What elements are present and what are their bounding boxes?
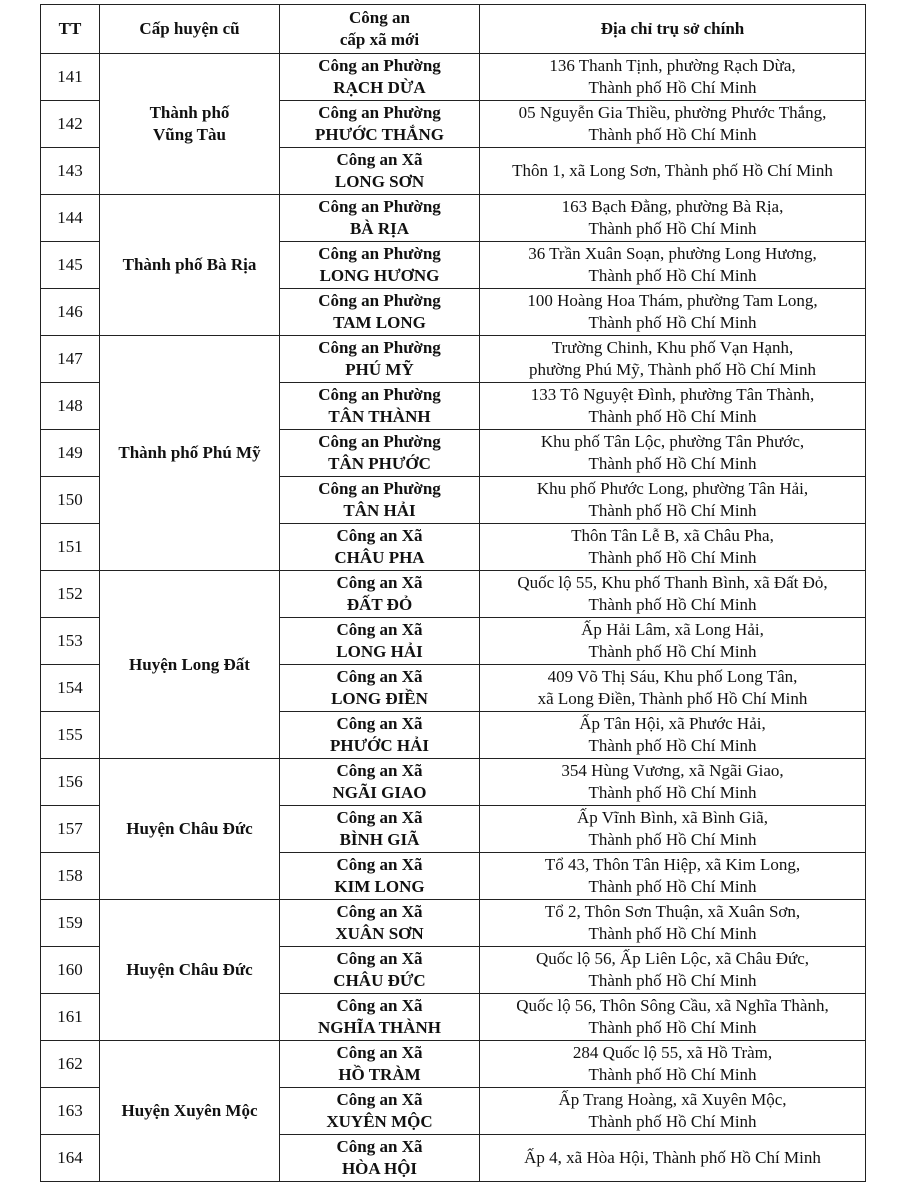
old-district-line1: Thành phố — [149, 103, 230, 122]
old-district-cell — [100, 759, 280, 900]
address-line1: Ấp 4, xã Hòa Hội, Thành phố Hồ Chí Minh — [524, 1148, 821, 1167]
unit-type: Công an Phường — [318, 338, 441, 357]
new-unit-cell — [280, 853, 480, 900]
row-number: 157 — [41, 806, 100, 853]
unit-name: TÂN HẢI — [343, 501, 416, 520]
old-district-line1: Thành phố Phú Mỹ — [118, 443, 261, 462]
police-unit-table — [40, 4, 866, 1182]
old-district-cell — [100, 195, 280, 336]
address-cell — [480, 430, 866, 477]
address-line2: Thành phố Hồ Chí Minh — [588, 313, 757, 332]
address-cell — [480, 54, 866, 101]
address-line2: Thành phố Hồ Chí Minh — [588, 1112, 757, 1131]
address-line1: Tổ 43, Thôn Tân Hiệp, xã Kim Long, — [544, 855, 801, 874]
address-line1: 409 Võ Thị Sáu, Khu phố Long Tân, — [547, 667, 798, 686]
address-line1: Quốc lộ 56, Ấp Liên Lộc, xã Châu Đức, — [535, 949, 810, 968]
address-line1: 136 Thanh Tịnh, phường Rạch Dừa, — [549, 56, 796, 75]
address-cell — [480, 618, 866, 665]
new-unit-cell — [280, 947, 480, 994]
row-number: 160 — [41, 947, 100, 994]
address-cell — [480, 242, 866, 289]
address-line2: Thành phố Hồ Chí Minh — [588, 877, 757, 896]
address-line1: Thôn Tân Lễ B, xã Châu Pha, — [571, 526, 774, 545]
address-line1: 36 Trần Xuân Soạn, phường Long Hương, — [528, 244, 817, 263]
old-district-cell — [100, 1041, 280, 1182]
old-district-line1: Huyện Xuyên Mộc — [121, 1101, 258, 1120]
row-number: 154 — [41, 665, 100, 712]
unit-name: PHƯỚC THẮNG — [315, 125, 444, 144]
address-cell — [480, 524, 866, 571]
new-unit-cell — [280, 759, 480, 806]
new-unit-cell — [280, 195, 480, 242]
row-number: 162 — [41, 1041, 100, 1088]
new-unit-cell — [280, 477, 480, 524]
address-line2: Thành phố Hồ Chí Minh — [588, 454, 757, 473]
table-row — [41, 571, 866, 618]
table-header-row — [41, 5, 866, 54]
address-cell — [480, 571, 866, 618]
address-line2: Thành phố Hồ Chí Minh — [588, 407, 757, 426]
row-number: 147 — [41, 336, 100, 383]
row-number: 142 — [41, 101, 100, 148]
table-row — [41, 336, 866, 383]
header-unit-line2: cấp xã mới — [339, 30, 420, 49]
row-number: 161 — [41, 994, 100, 1041]
unit-type: Công an Xã — [336, 761, 423, 780]
address-line2: Thành phố Hồ Chí Minh — [588, 1018, 757, 1037]
unit-name: LONG ĐIỀN — [331, 689, 428, 708]
address-line1: Ấp Trang Hoàng, xã Xuyên Mộc, — [558, 1090, 787, 1109]
address-line1: 163 Bạch Đằng, phường Bà Rịa, — [561, 197, 784, 216]
unit-name: CHÂU PHA — [334, 548, 425, 567]
unit-name: TÂN THÀNH — [328, 407, 431, 426]
unit-type: Công an Phường — [318, 56, 441, 75]
header-tt: TT — [41, 5, 100, 54]
address-line1: Quốc lộ 56, Thôn Sông Cầu, xã Nghĩa Thành, — [516, 996, 829, 1015]
new-unit-cell — [280, 430, 480, 477]
new-unit-cell — [280, 54, 480, 101]
unit-name: LONG HẢI — [336, 642, 423, 661]
old-district-line1: Huyện Long Đất — [129, 654, 250, 674]
unit-name: KIM LONG — [334, 877, 425, 896]
address-line2: Thành phố Hồ Chí Minh — [588, 219, 757, 238]
row-number: 149 — [41, 430, 100, 477]
address-line2: Thành phố Hồ Chí Minh — [588, 830, 757, 849]
address-cell — [480, 665, 866, 712]
unit-type: Công an Xã — [336, 996, 423, 1015]
address-line2: Thành phố Hồ Chí Minh — [588, 736, 757, 755]
new-unit-cell — [280, 1088, 480, 1135]
unit-type: Công an Xã — [336, 855, 423, 874]
address-line1: 133 Tô Nguyệt Đình, phường Tân Thành, — [530, 385, 815, 404]
unit-type: Công an Phường — [318, 103, 441, 122]
unit-type: Công an Xã — [336, 1090, 423, 1109]
row-number: 145 — [41, 242, 100, 289]
row-number: 155 — [41, 712, 100, 759]
row-number: 148 — [41, 383, 100, 430]
address-cell — [480, 101, 866, 148]
new-unit-cell — [280, 665, 480, 712]
address-line2: Thành phố Hồ Chí Minh — [588, 783, 757, 802]
unit-type: Công an Phường — [318, 291, 441, 310]
address-cell — [480, 900, 866, 947]
address-cell — [480, 712, 866, 759]
unit-name: BÌNH GIÃ — [339, 830, 420, 849]
table-row — [41, 759, 866, 806]
unit-type: Công an Xã — [336, 808, 423, 827]
header-unit-line1: Công an — [349, 8, 410, 27]
address-line1: Ấp Tân Hội, xã Phước Hải, — [579, 714, 766, 733]
address-cell — [480, 1135, 866, 1182]
address-line2: Thành phố Hồ Chí Minh — [588, 266, 757, 285]
address-cell — [480, 1041, 866, 1088]
header-unit — [280, 5, 480, 54]
unit-name: TÂN PHƯỚC — [328, 454, 431, 473]
address-cell — [480, 1088, 866, 1135]
unit-type: Công an Phường — [318, 432, 441, 451]
address-cell — [480, 383, 866, 430]
unit-type: Công an Xã — [336, 150, 423, 169]
unit-name: TAM LONG — [333, 313, 426, 332]
unit-type: Công an Xã — [336, 949, 423, 968]
new-unit-cell — [280, 383, 480, 430]
old-district-line1: Huyện Châu Đức — [126, 819, 253, 838]
row-number: 151 — [41, 524, 100, 571]
unit-type: Công an Phường — [318, 479, 441, 498]
address-line2: Thành phố Hồ Chí Minh — [588, 595, 757, 614]
address-cell — [480, 477, 866, 524]
table-row — [41, 54, 866, 101]
unit-name: HỒ TRÀM — [338, 1065, 421, 1084]
address-line1: Thôn 1, xã Long Sơn, Thành phố Hồ Chí Minh — [512, 161, 833, 180]
new-unit-cell — [280, 148, 480, 195]
row-number: 150 — [41, 477, 100, 524]
table-row — [41, 1041, 866, 1088]
unit-name: BÀ RỊA — [349, 219, 410, 238]
unit-name: XUÂN SƠN — [335, 924, 424, 943]
new-unit-cell — [280, 336, 480, 383]
new-unit-cell — [280, 900, 480, 947]
address-line1: 100 Hoàng Hoa Thám, phường Tam Long, — [527, 291, 818, 310]
unit-type: Công an Xã — [336, 526, 423, 545]
row-number: 144 — [41, 195, 100, 242]
row-number: 163 — [41, 1088, 100, 1135]
address-line2: Thành phố Hồ Chí Minh — [588, 548, 757, 567]
header-district: Cấp huyện cũ — [100, 5, 280, 54]
address-line2: Thành phố Hồ Chí Minh — [588, 501, 757, 520]
table-row — [41, 900, 866, 947]
address-cell — [480, 336, 866, 383]
row-number: 141 — [41, 54, 100, 101]
unit-type: Công an Xã — [336, 667, 423, 686]
row-number: 152 — [41, 571, 100, 618]
unit-type: Công an Xã — [336, 714, 423, 733]
unit-type: Công an Xã — [336, 573, 423, 592]
unit-type: Công an Phường — [318, 244, 441, 263]
unit-name: LONG HƯƠNG — [319, 266, 440, 285]
unit-type: Công an Xã — [336, 620, 423, 639]
row-number: 158 — [41, 853, 100, 900]
address-line2: Thành phố Hồ Chí Minh — [588, 971, 757, 990]
unit-name: RẠCH DỪA — [333, 78, 426, 97]
address-line1: Tổ 2, Thôn Sơn Thuận, xã Xuân Sơn, — [544, 902, 801, 921]
unit-type: Công an Phường — [318, 385, 441, 404]
address-line2: Thành phố Hồ Chí Minh — [588, 1065, 757, 1084]
address-line2: Thành phố Hồ Chí Minh — [588, 642, 757, 661]
new-unit-cell — [280, 1135, 480, 1182]
address-line1: 284 Quốc lộ 55, xã Hồ Tràm, — [572, 1043, 773, 1062]
address-cell — [480, 289, 866, 336]
unit-type: Công an Xã — [336, 902, 423, 921]
row-number: 156 — [41, 759, 100, 806]
row-number: 143 — [41, 148, 100, 195]
address-line1: Khu phố Tân Lộc, phường Tân Phước, — [540, 432, 805, 451]
unit-name: XUYÊN MỘC — [326, 1112, 433, 1131]
new-unit-cell — [280, 618, 480, 665]
unit-name: NGHĨA THÀNH — [318, 1018, 441, 1037]
unit-name: HÒA HỘI — [341, 1159, 418, 1178]
address-line1: 05 Nguyễn Gia Thiều, phường Phước Thắng, — [518, 103, 827, 122]
new-unit-cell — [280, 571, 480, 618]
unit-name: LONG SƠN — [334, 172, 425, 191]
old-district-line1: Thành phố Bà Rịa — [122, 255, 257, 274]
address-cell — [480, 853, 866, 900]
new-unit-cell — [280, 1041, 480, 1088]
new-unit-cell — [280, 712, 480, 759]
address-line2: phường Phú Mỹ, Thành phố Hồ Chí Minh — [528, 360, 817, 379]
document-page — [40, 4, 865, 1182]
unit-name: ĐẤT ĐỎ — [346, 595, 413, 614]
row-number: 159 — [41, 900, 100, 947]
address-line2: Thành phố Hồ Chí Minh — [588, 924, 757, 943]
row-number: 164 — [41, 1135, 100, 1182]
old-district-cell — [100, 54, 280, 195]
address-line1: Ấp Hải Lâm, xã Long Hải, — [581, 620, 764, 639]
old-district-line1: Huyện Châu Đức — [126, 960, 253, 979]
new-unit-cell — [280, 242, 480, 289]
address-line1: 354 Hùng Vương, xã Ngãi Giao, — [561, 761, 784, 780]
address-line1: Quốc lộ 55, Khu phố Thanh Bình, xã Đất Đỏ, — [517, 573, 828, 592]
unit-name: NGÃI GIAO — [332, 783, 427, 802]
new-unit-cell — [280, 101, 480, 148]
new-unit-cell — [280, 289, 480, 336]
address-line2: Thành phố Hồ Chí Minh — [588, 78, 757, 97]
old-district-line2: Vũng Tàu — [153, 125, 226, 144]
old-district-cell — [100, 900, 280, 1041]
old-district-cell — [100, 336, 280, 571]
row-number: 153 — [41, 618, 100, 665]
new-unit-cell — [280, 806, 480, 853]
address-cell — [480, 994, 866, 1041]
address-cell — [480, 806, 866, 853]
new-unit-cell — [280, 524, 480, 571]
unit-type: Công an Xã — [336, 1137, 423, 1156]
unit-name: PHƯỚC HẢI — [329, 736, 429, 755]
unit-type: Công an Xã — [336, 1043, 423, 1062]
address-cell — [480, 759, 866, 806]
unit-name: CHÂU ĐỨC — [333, 971, 426, 990]
row-number: 146 — [41, 289, 100, 336]
address-line2: xã Long Điền, Thành phố Hồ Chí Minh — [537, 689, 808, 708]
table-row — [41, 195, 866, 242]
unit-type: Công an Phường — [318, 197, 441, 216]
address-cell — [480, 947, 866, 994]
address-cell — [480, 195, 866, 242]
address-line1: Ấp Vĩnh Bình, xã Bình Giã, — [577, 808, 768, 827]
unit-name: PHÚ MỸ — [345, 360, 414, 379]
old-district-cell — [100, 571, 280, 759]
address-line2: Thành phố Hồ Chí Minh — [588, 125, 757, 144]
address-line1: Khu phố Phước Long, phường Tân Hải, — [536, 479, 809, 498]
header-address: Địa chỉ trụ sở chính — [480, 5, 866, 54]
address-cell — [480, 148, 866, 195]
new-unit-cell — [280, 994, 480, 1041]
address-line1: Trường Chinh, Khu phố Vạn Hạnh, — [551, 338, 794, 357]
